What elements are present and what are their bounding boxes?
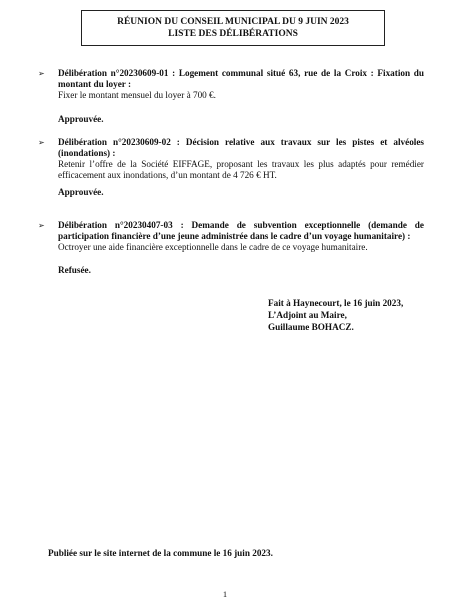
publication-note: Publiée sur le site internet de la commune le 16 juin 2023. xyxy=(48,548,273,558)
page-number: 1 xyxy=(222,589,228,599)
signature-place-date: Fait à Haynecourt, le 16 juin 2023, xyxy=(268,298,404,308)
signature-role: L’Adjoint au Maire, xyxy=(268,310,347,320)
arrow-bullet-icon: ➢ xyxy=(38,138,45,147)
deliberation-status: Approuvée. xyxy=(58,114,104,124)
deliberation-body: Fixer le montant mensuel du loyer à 700 €. xyxy=(58,90,216,100)
title-box xyxy=(81,10,385,46)
arrow-bullet-icon: ➢ xyxy=(38,221,45,230)
deliberation-item-2 xyxy=(38,137,424,181)
signature-block xyxy=(268,297,403,333)
deliberation-heading: Délibération n°20230609-02 : Décision relative aux travaux sur les pistes et alvéoles (inondations) : xyxy=(58,137,424,158)
deliberation-heading: Délibération n°20230609-01 : Logement communal situé 63, rue de la Croix : Fixation du montant du loyer : xyxy=(58,68,424,89)
deliberation-body: Retenir l’offre de la Société EIFFAGE, proposant les travaux les plus adaptés pour remédier efficacement aux inondations, d’un montant de 4 726 € HT. xyxy=(58,159,424,180)
signature-name: Guillaume BOHACZ. xyxy=(268,322,354,332)
deliberation-item-3 xyxy=(38,220,424,253)
deliberation-status: Refusée. xyxy=(58,265,91,275)
meeting-title: RÉUNION DU CONSEIL MUNICIPAL DU 9 JUIN 2023 xyxy=(117,17,349,27)
arrow-bullet-icon: ➢ xyxy=(38,69,45,78)
deliberation-status: Approuvée. xyxy=(58,187,104,197)
deliberation-item-1 xyxy=(38,68,424,101)
deliberation-heading: Délibération n°20230407-03 : Demande de subvention exceptionnelle (demande de participation financière d’une jeune administrée dans le cadre d’un voyage humanitaire) : xyxy=(58,220,424,241)
deliberation-body: Octroyer une aide financière exceptionnelle dans le cadre de ce voyage humanitaire. xyxy=(58,242,368,252)
list-title: LISTE DES DÉLIBÉRATIONS xyxy=(168,29,298,39)
